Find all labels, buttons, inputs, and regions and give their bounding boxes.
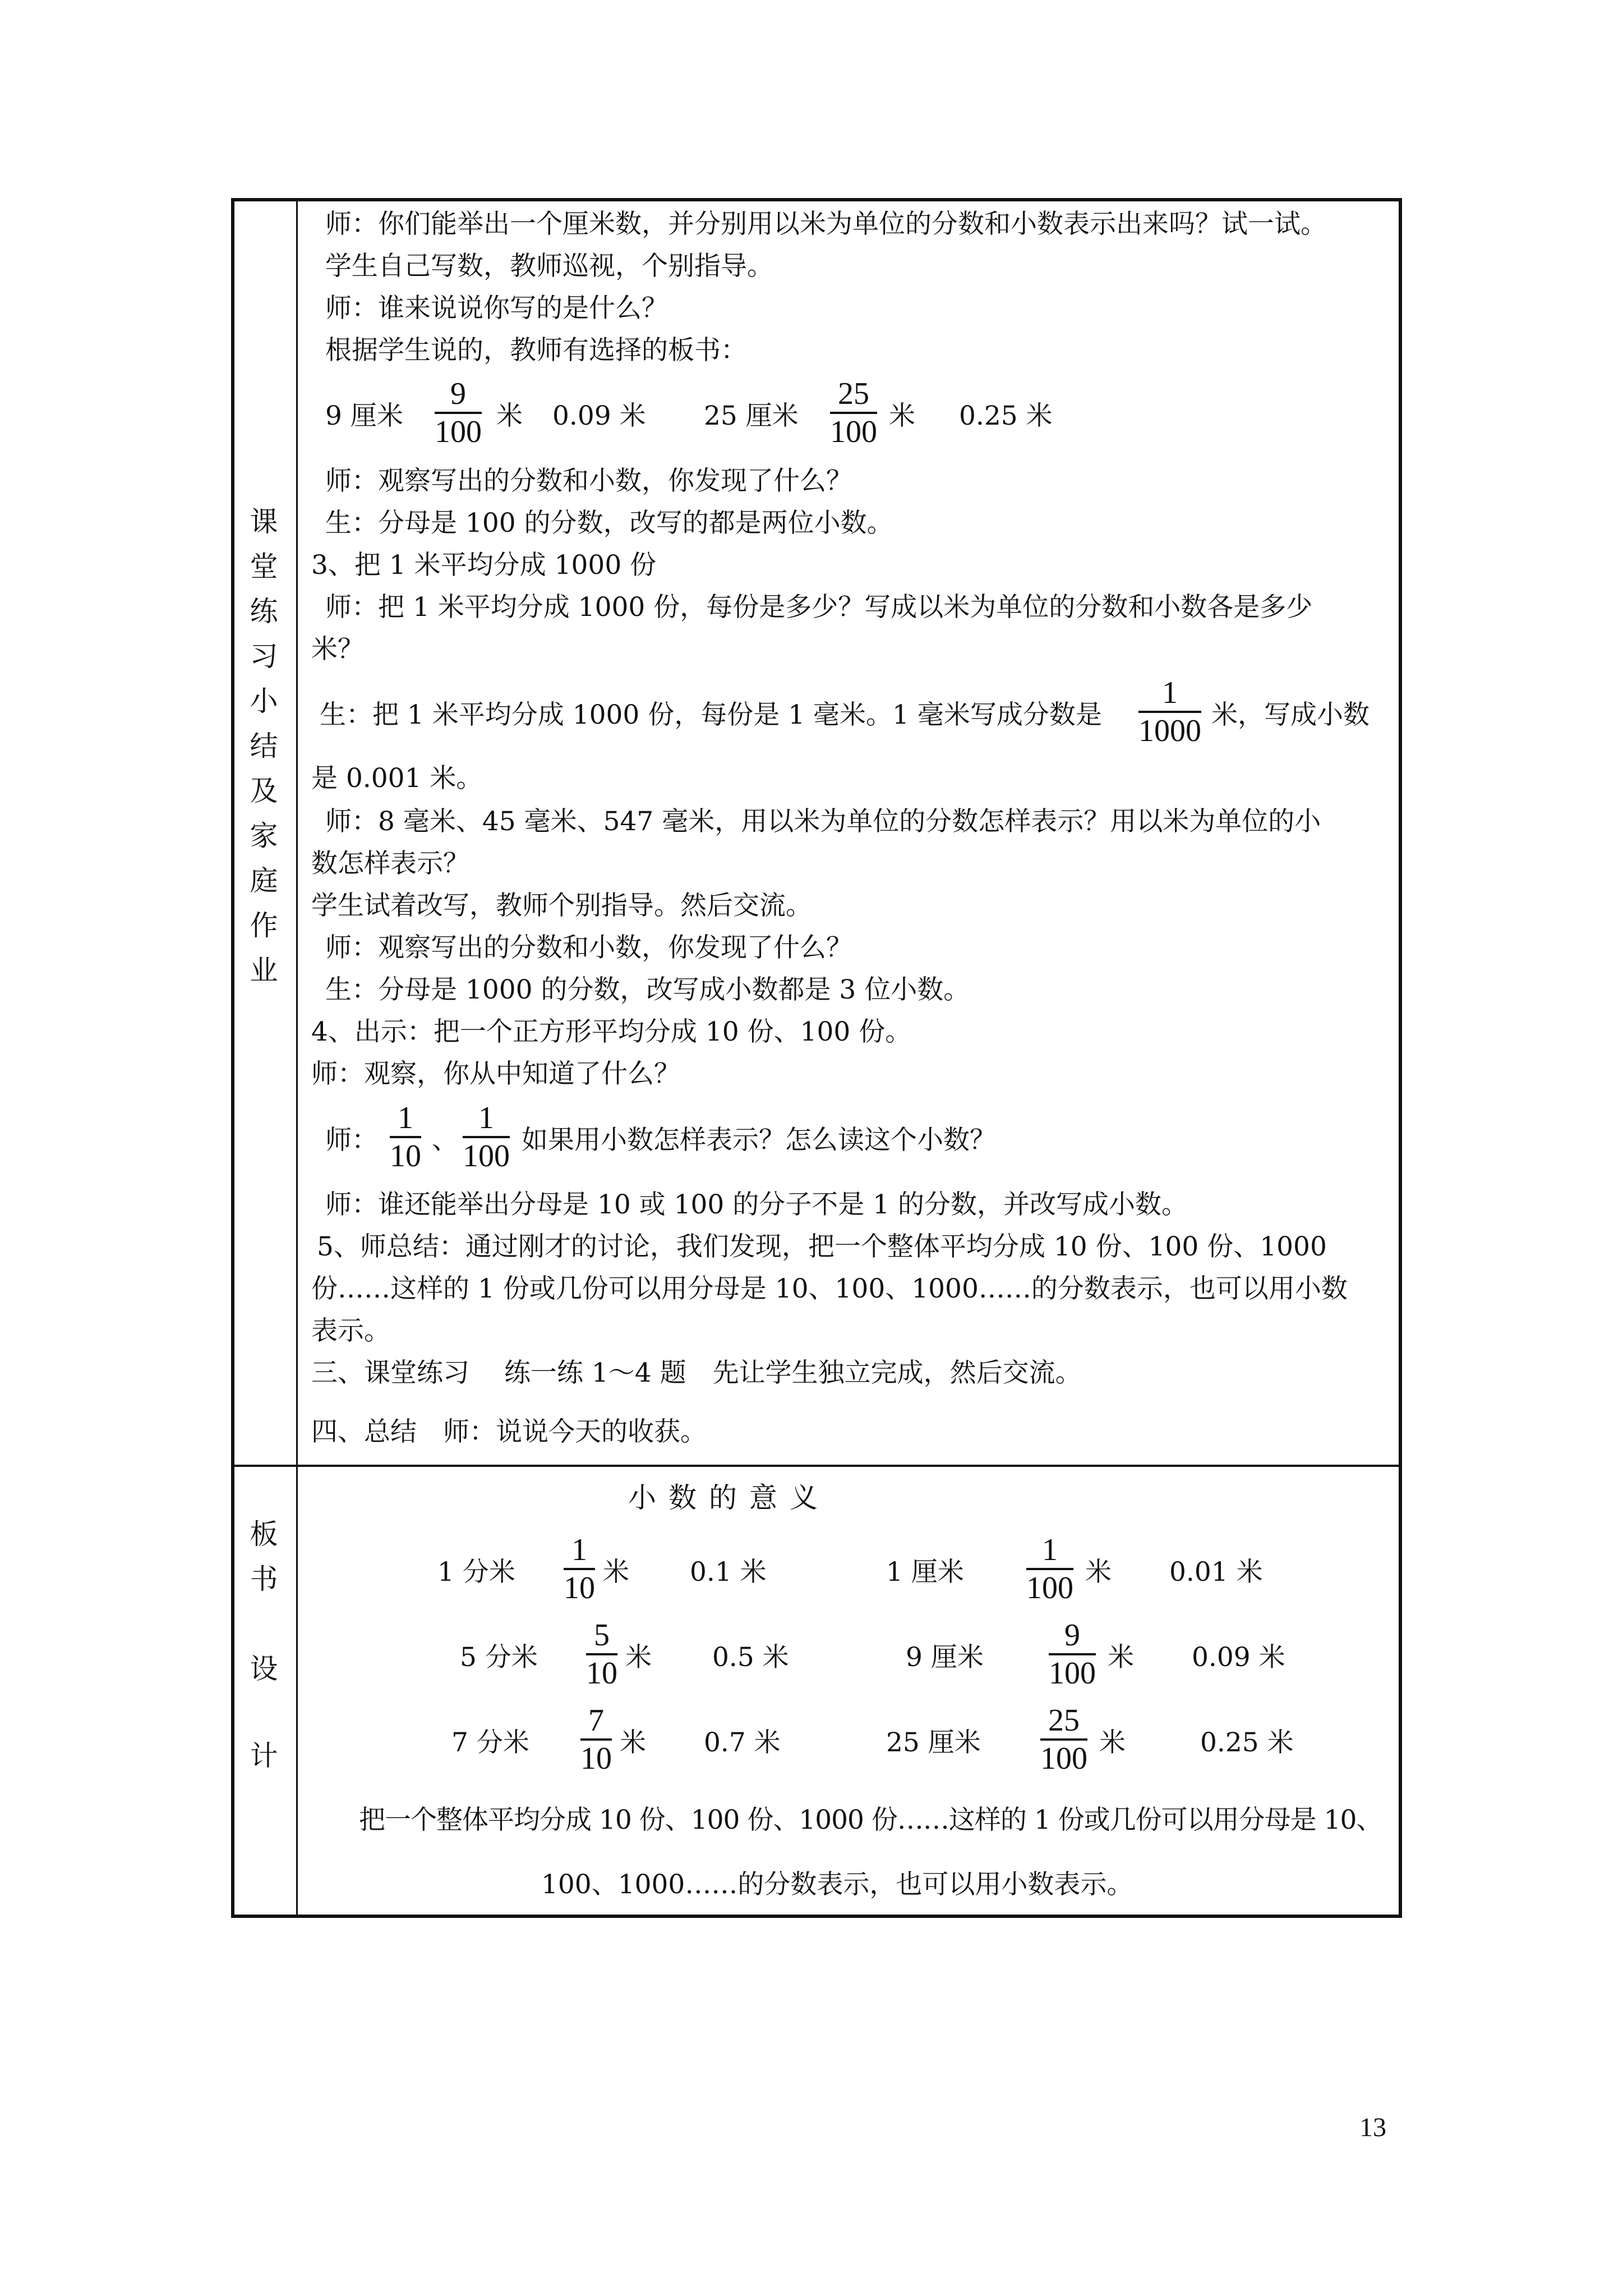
numerator: 25 — [838, 376, 869, 411]
decimal-value: 0.09 米 — [1192, 1642, 1285, 1673]
side-char: 结 — [250, 730, 278, 762]
decimal-value: 0.01 米 — [1169, 1557, 1263, 1588]
board-fraction — [1026, 1532, 1073, 1606]
text-line: 4、出示：把一个正方形平均分成 10 份、100 份。 — [311, 1016, 912, 1047]
unit-meter: 米 — [625, 1642, 652, 1673]
denominator: 10 — [390, 1139, 421, 1174]
denominator: 10 — [586, 1656, 617, 1691]
denominator: 100 — [830, 415, 877, 449]
text-line: 生：分母是 100 的分数，改写的都是两位小数。 — [325, 508, 893, 539]
numerator: 1 — [571, 1533, 587, 1567]
text-line: 师：观察写出的分数和小数，你发现了什么？ — [325, 932, 852, 963]
numerator: 25 — [1048, 1703, 1080, 1738]
text-line: 生：分母是 1000 的分数，改写成小数都是 3 位小数。 — [325, 974, 970, 1005]
numerator: 1 — [1162, 675, 1178, 710]
board-fraction — [1049, 1617, 1096, 1691]
text-line: 三、课堂练习 练一练 1～4 题 先让学生独立完成，然后交流。 — [311, 1358, 1082, 1388]
side-char: 作 — [250, 909, 278, 942]
board-fraction — [586, 1617, 617, 1691]
numerator: 7 — [588, 1703, 604, 1738]
text-line: 表示。 — [311, 1315, 390, 1346]
side-char: 习 — [250, 640, 278, 673]
board-title: 小数的意义 — [628, 1481, 830, 1514]
decimal-value: 0.7 米 — [704, 1727, 781, 1758]
fraction-1-1000 — [1138, 675, 1201, 749]
unit-meter: 米 — [1108, 1642, 1134, 1673]
unit-meter: 米 — [496, 401, 523, 431]
board-item: 7 分米 — [451, 1727, 529, 1758]
text-line: 师：谁来说说你写的是什么？ — [325, 293, 668, 324]
denominator: 100 — [435, 415, 482, 449]
denominator: 1000 — [1138, 714, 1201, 748]
text-line: 师：谁还能举出分母是 10 或 100 的分子不是 1 的分数，并改写成小数。 — [325, 1189, 1188, 1220]
text-line: 根据学生说的，教师有选择的板书： — [325, 335, 747, 366]
decimal-value: 0.25 米 — [1200, 1727, 1294, 1758]
board-fraction — [564, 1532, 595, 1606]
side-char: 堂 — [250, 550, 278, 583]
board-summary: 把一个整体平均分成 10 份、100 份、1000 份……这样的 1 份或几份可以用分母是 10、 — [359, 1805, 1382, 1835]
fraction-1-10 — [390, 1100, 421, 1174]
unit-meter: 米 — [1099, 1727, 1126, 1758]
side-char: 书 — [250, 1563, 278, 1595]
side-char: 家 — [250, 820, 278, 852]
text-line: 3、把 1 米平均分成 1000 份 — [311, 550, 657, 581]
page-number: 13 — [1359, 2113, 1386, 2142]
side-char: 练 — [250, 595, 278, 628]
fraction-9-100 — [435, 376, 482, 450]
text-line: 数怎样表示？ — [311, 848, 469, 879]
numerator: 9 — [1064, 1618, 1080, 1653]
board-item: 1 厘米 — [886, 1557, 964, 1588]
text-line: 师：8 毫米、45 毫米、547 毫米，用以米为单位的分数怎样表示？用以米为单位的小 — [325, 806, 1321, 837]
numerator: 1 — [1042, 1533, 1058, 1567]
text-line: 生：把 1 米平均分成 1000 份，每份是 1 毫米。1 毫米写成分数是 — [320, 700, 1102, 730]
text-line: 师：你们能举出一个厘米数，并分别用以米为单位的分数和小数表示出来吗？试一试。 — [325, 209, 1327, 240]
unit-meter: 米 — [603, 1557, 629, 1588]
numerator: 1 — [478, 1101, 494, 1135]
fraction-1-100 — [463, 1100, 510, 1174]
numerator: 9 — [450, 376, 466, 411]
example-9cm: 9 厘米 — [325, 401, 403, 431]
numerator: 1 — [398, 1101, 413, 1135]
decimal-value: 0.5 米 — [712, 1642, 789, 1673]
side-char: 及 — [250, 775, 278, 807]
side-char: 课 — [250, 505, 278, 538]
board-item: 5 分米 — [460, 1642, 538, 1673]
decimal-value: 0.25 米 — [959, 401, 1053, 431]
separator: 、 — [432, 1125, 458, 1156]
fraction-25-100 — [830, 376, 877, 450]
text-line: 米，写成小数 — [1211, 700, 1370, 730]
denominator: 100 — [1049, 1656, 1096, 1691]
unit-meter: 米 — [620, 1727, 646, 1758]
side-char: 板 — [250, 1518, 278, 1550]
text-line: 师： — [325, 1125, 378, 1156]
text-line: 如果用小数怎样表示？怎么读这个小数？ — [522, 1125, 996, 1156]
denominator: 100 — [1026, 1571, 1073, 1605]
board-fraction — [1040, 1703, 1087, 1777]
text-line: 学生自己写数，教师巡视，个别指导。 — [325, 251, 773, 282]
row-divider — [231, 1465, 1402, 1467]
text-line: 学生试着改写，教师个别指导。然后交流。 — [311, 890, 812, 921]
denominator: 10 — [580, 1741, 612, 1776]
decimal-value: 0.1 米 — [690, 1557, 767, 1588]
text-line: 5、师总结：通过刚才的讨论，我们发现，把一个整体平均分成 10 份、100 份、1000 — [317, 1231, 1327, 1262]
text-line: 是 0.001 米。 — [311, 763, 483, 794]
board-fraction — [580, 1703, 612, 1777]
side-char: 庭 — [250, 864, 278, 897]
board-item: 9 厘米 — [906, 1642, 984, 1673]
denominator: 100 — [1040, 1741, 1087, 1776]
text-line: 米？ — [311, 634, 364, 665]
side-char: 设 — [250, 1653, 278, 1685]
side-char: 小 — [250, 685, 278, 717]
board-item: 1 分米 — [437, 1557, 515, 1588]
text-line: 师：观察，你从中知道了什么？ — [311, 1059, 680, 1089]
board-item: 25 厘米 — [886, 1727, 981, 1758]
numerator: 5 — [594, 1618, 610, 1653]
text-line: 份……这样的 1 份或几份可以用分母是 10、100、1000……的分数表示，也可以用小数 — [311, 1273, 1348, 1304]
text-line: 师：观察写出的分数和小数，你发现了什么？ — [325, 466, 852, 496]
text-line: 师：把 1 米平均分成 1000 份，每份是多少？写成以米为单位的分数和小数各是多少 — [325, 592, 1313, 623]
side-char: 计 — [250, 1740, 278, 1772]
denominator: 10 — [564, 1571, 595, 1605]
decimal-value: 0.09 米 — [552, 401, 646, 431]
unit-meter: 米 — [889, 401, 915, 431]
board-summary: 100、1000……的分数表示，也可以用小数表示。 — [541, 1869, 1133, 1900]
denominator: 100 — [463, 1139, 510, 1174]
example-25cm: 25 厘米 — [704, 401, 799, 431]
side-char: 业 — [250, 954, 278, 987]
text-line: 四、总结 师：说说今天的收获。 — [311, 1416, 707, 1447]
unit-meter: 米 — [1085, 1557, 1112, 1588]
